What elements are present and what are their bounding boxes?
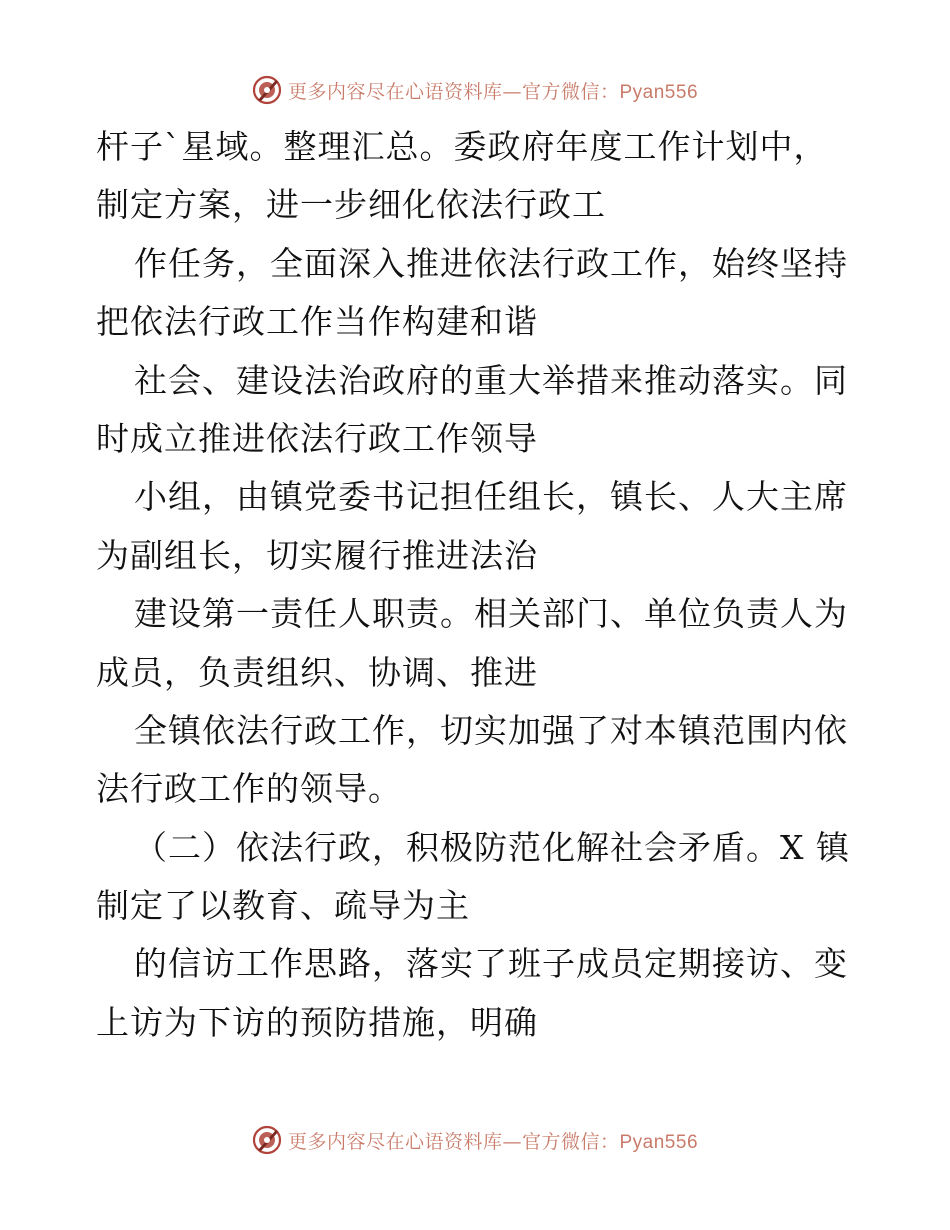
body-line: 把依法行政工作当作构建和谐 [96, 302, 538, 342]
body-line: 作任务，全面深入推进依法行政工作，始终坚持 [134, 243, 848, 283]
header-banner-text: 更多内容尽在心语资料库—官方微信：Pyan556 [287, 80, 699, 103]
body-line: 制定方案，进一步细化依法行政工 [96, 185, 606, 225]
header-banner-handle: Pyan556 [619, 81, 699, 103]
quill-logo-icon [252, 1125, 282, 1155]
header-watermark-banner [0, 73, 950, 107]
body-line: 建设第一责任人职责。相关部门、单位负责人为 [134, 594, 848, 634]
quill-logo-icon [252, 75, 282, 105]
body-line: 法行政工作的领导。 [96, 769, 402, 809]
document-body [96, 118, 856, 1052]
body-line: 成员，负责组织、协调、推进 [96, 652, 538, 692]
body-line: 全镇依法行政工作，切实加强了对本镇范围内依 [134, 710, 848, 750]
body-line: 制定了以教育、疏导为主 [96, 886, 470, 926]
body-line: 社会、建设法治政府的重大举措来推动落实。同 [134, 360, 848, 400]
footer-banner-text: 更多内容尽在心语资料库—官方微信：Pyan556 [287, 1130, 699, 1153]
footer-watermark-banner [0, 1123, 950, 1157]
body-line: 为副组长，切实履行推进法治 [96, 535, 538, 575]
footer-banner-handle: Pyan556 [619, 1131, 699, 1153]
body-line: 的信访工作思路，落实了班子成员定期接访、变 [134, 944, 848, 984]
body-line: 时成立推进依法行政工作领导 [96, 418, 538, 458]
body-line: 小组，由镇党委书记担任组长，镇长、人大主席 [134, 477, 848, 517]
body-line: 上访为下访的预防措施，明确 [96, 1002, 538, 1042]
body-line: （二）依法行政，积极防范化解社会矛盾。X 镇 [134, 827, 850, 867]
body-line: 杆子`星域。整理汇总。委政府年度工作计划中， [96, 127, 828, 166]
